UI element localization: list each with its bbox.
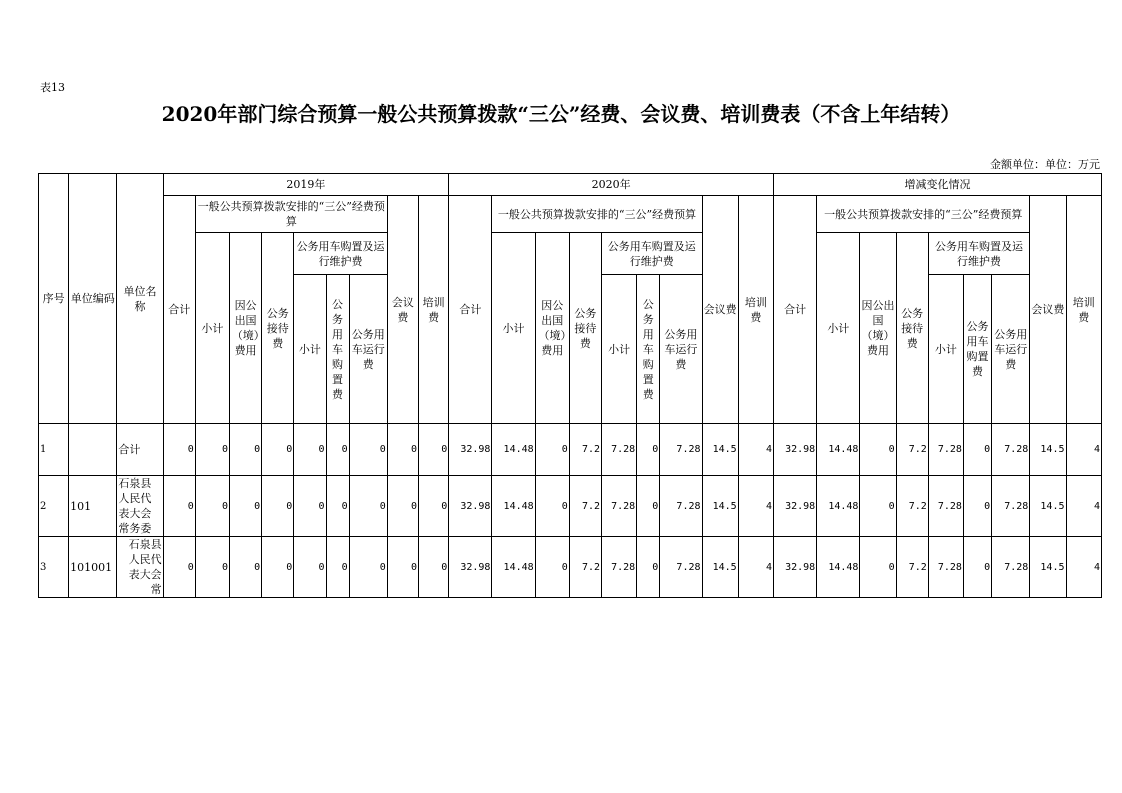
row-v2019-value: 0: [294, 424, 326, 476]
header-2020-training: 培训费: [738, 196, 773, 424]
row-v2019-value: 0: [349, 537, 387, 598]
table-row: [39, 476, 1102, 537]
row-v2019-value: 0: [294, 476, 326, 537]
row-v2019-value: 0: [326, 424, 349, 476]
row-vchg-value: 4: [1066, 537, 1102, 598]
header-seq: 序号: [39, 174, 69, 424]
header-change-abroad: 因公出国（境）费用: [860, 233, 896, 424]
row-v2019-value: 0: [387, 424, 418, 476]
header-2019-subtotal: 小计: [195, 233, 229, 424]
page-title: 2020年部门综合预算一般公共预算拨款“三公”经费、会议费、培训费表（不含上年结转）: [161, 102, 961, 126]
row-v2020-value: 0: [535, 537, 569, 598]
header-2019-reception: 公务接待费: [262, 233, 294, 424]
row-v2020-value: 7.28: [660, 424, 702, 476]
row-vchg-value: 0: [963, 537, 991, 598]
row-vchg-value: 14.5: [1030, 476, 1066, 537]
row-seq: 2: [39, 476, 69, 537]
row-v2019-value: 0: [349, 424, 387, 476]
header-2019-meeting: 会议费: [387, 196, 418, 424]
row-vchg-value: 0: [860, 476, 896, 537]
row-vchg-value: 14.48: [817, 476, 860, 537]
row-vchg-value: 7.28: [928, 537, 963, 598]
header-change: 增减变化情况: [773, 174, 1101, 196]
header-2020-car: 公务用车购置及运行维护费: [602, 233, 703, 275]
row-vchg-value: 0: [963, 424, 991, 476]
row-v2019-value: 0: [163, 537, 195, 598]
row-vchg-value: 7.28: [992, 537, 1030, 598]
header-2019-car-run: 公务用车运行费: [349, 275, 387, 424]
row-v2020-value: 0: [637, 537, 660, 598]
row-vchg-value: 7.2: [896, 476, 928, 537]
header-change-meeting: 会议费: [1030, 196, 1066, 424]
table-row: [39, 424, 1102, 476]
row-unit-code: 101001: [69, 537, 117, 598]
row-v2019-value: 0: [418, 424, 448, 476]
row-vchg-value: 0: [963, 476, 991, 537]
row-v2020-value: 14.5: [702, 537, 738, 598]
row-vchg-value: 7.28: [928, 424, 963, 476]
header-unit-name: 单位名称: [117, 174, 163, 424]
row-v2019-value: 0: [326, 476, 349, 537]
row-seq: 1: [39, 424, 69, 476]
row-v2019-value: 0: [195, 537, 229, 598]
row-v2019-value: 0: [294, 537, 326, 598]
row-vchg-value: 32.98: [773, 537, 816, 598]
row-v2019-value: 0: [349, 476, 387, 537]
row-v2020-value: 32.98: [449, 424, 492, 476]
header-change-car-purchase: 公务用车购置费: [963, 275, 991, 424]
budget-table: [38, 173, 1102, 598]
header-2020-car-run: 公务用车运行费: [660, 275, 702, 424]
header-2019-car-purchase: 公务用车购置费: [326, 275, 349, 424]
header-change-car-run: 公务用车运行费: [992, 275, 1030, 424]
row-vchg-value: 14.48: [817, 424, 860, 476]
row-vchg-value: 7.28: [992, 424, 1030, 476]
header-2020-meeting: 会议费: [702, 196, 738, 424]
row-vchg-value: 32.98: [773, 424, 816, 476]
header-2020-car-purchase: 公务用车购置费: [637, 275, 660, 424]
header-change-car: 公务用车购置及运行维护费: [928, 233, 1030, 275]
header-2020-total: 合计: [449, 196, 492, 424]
row-v2020-value: 0: [637, 476, 660, 537]
row-vchg-value: 7.28: [992, 476, 1030, 537]
row-unit-code: [69, 424, 117, 476]
row-v2019-value: 0: [418, 537, 448, 598]
row-vchg-value: 4: [1066, 424, 1102, 476]
header-change-reception: 公务接待费: [896, 233, 928, 424]
header-2019: 2019年: [163, 174, 449, 196]
row-v2020-value: 32.98: [449, 537, 492, 598]
row-v2020-value: 14.5: [702, 476, 738, 537]
row-v2020-value: 7.2: [569, 537, 601, 598]
row-v2020-value: 4: [738, 537, 773, 598]
row-v2020-value: 14.5: [702, 424, 738, 476]
row-v2019-value: 0: [418, 476, 448, 537]
row-v2020-value: 7.28: [602, 476, 637, 537]
header-change-training: 培训费: [1066, 196, 1102, 424]
row-v2019-value: 0: [262, 424, 294, 476]
header-unit-code: 单位编码: [69, 174, 117, 424]
row-v2020-value: 4: [738, 424, 773, 476]
header-2019-car: 公务用车购置及运行维护费: [294, 233, 387, 275]
row-v2019-value: 0: [229, 537, 261, 598]
row-v2019-value: 0: [229, 476, 261, 537]
row-v2019-value: 0: [163, 476, 195, 537]
row-v2019-value: 0: [262, 537, 294, 598]
row-v2020-value: 4: [738, 476, 773, 537]
header-2019-sangong: 一般公共预算拨款安排的“三公”经费预算: [195, 196, 387, 233]
table-number: 表13: [40, 81, 65, 94]
row-v2019-value: 0: [262, 476, 294, 537]
header-change-car-subtotal: 小计: [928, 275, 963, 424]
row-vchg-value: 7.2: [896, 424, 928, 476]
header-2020-abroad: 因公出国（境）费用: [535, 233, 569, 424]
header-2020-reception: 公务接待费: [569, 233, 601, 424]
header-2019-training: 培训费: [418, 196, 448, 424]
header-2020-car-subtotal: 小计: [602, 275, 637, 424]
header-2020: 2020年: [449, 174, 774, 196]
row-vchg-value: 0: [860, 424, 896, 476]
row-vchg-value: 0: [860, 537, 896, 598]
row-v2020-value: 7.2: [569, 476, 601, 537]
row-unit-name: 石泉县人民代表大会常务委: [117, 476, 163, 537]
row-v2020-value: 14.48: [492, 476, 535, 537]
amount-unit-label: 金额单位：单位：万元: [990, 158, 1100, 171]
row-v2020-value: 7.28: [602, 537, 637, 598]
row-vchg-value: 4: [1066, 476, 1102, 537]
row-v2019-value: 0: [229, 424, 261, 476]
header-2020-subtotal: 小计: [492, 233, 535, 424]
row-v2019-value: 0: [387, 476, 418, 537]
table-row: [39, 537, 1102, 598]
row-v2020-value: 7.28: [660, 537, 702, 598]
row-v2020-value: 0: [535, 476, 569, 537]
header-2019-total: 合计: [163, 196, 195, 424]
row-v2020-value: 14.48: [492, 424, 535, 476]
row-vchg-value: 14.5: [1030, 424, 1066, 476]
row-v2019-value: 0: [195, 424, 229, 476]
row-unit-code: 101: [69, 476, 117, 537]
row-vchg-value: 32.98: [773, 476, 816, 537]
row-vchg-value: 7.2: [896, 537, 928, 598]
row-v2020-value: 7.28: [602, 424, 637, 476]
row-v2019-value: 0: [326, 537, 349, 598]
row-unit-name: 合计: [117, 424, 163, 476]
row-v2020-value: 7.28: [660, 476, 702, 537]
header-change-total: 合计: [773, 196, 816, 424]
row-v2020-value: 32.98: [449, 476, 492, 537]
row-vchg-value: 14.5: [1030, 537, 1066, 598]
row-unit-name: 石泉县人民代表大会常: [117, 537, 163, 598]
header-change-subtotal: 小计: [817, 233, 860, 424]
header-change-sangong: 一般公共预算拨款安排的“三公”经费预算: [817, 196, 1030, 233]
row-vchg-value: 7.28: [928, 476, 963, 537]
header-2019-abroad: 因公出国（境）费用: [229, 233, 261, 424]
row-v2019-value: 0: [195, 476, 229, 537]
row-v2020-value: 0: [637, 424, 660, 476]
row-seq: 3: [39, 537, 69, 598]
header-2019-car-subtotal: 小计: [294, 275, 326, 424]
row-v2020-value: 7.2: [569, 424, 601, 476]
row-v2020-value: 14.48: [492, 537, 535, 598]
header-2020-sangong: 一般公共预算拨款安排的“三公”经费预算: [492, 196, 702, 233]
row-v2019-value: 0: [163, 424, 195, 476]
row-v2020-value: 0: [535, 424, 569, 476]
row-vchg-value: 14.48: [817, 537, 860, 598]
row-v2019-value: 0: [387, 537, 418, 598]
